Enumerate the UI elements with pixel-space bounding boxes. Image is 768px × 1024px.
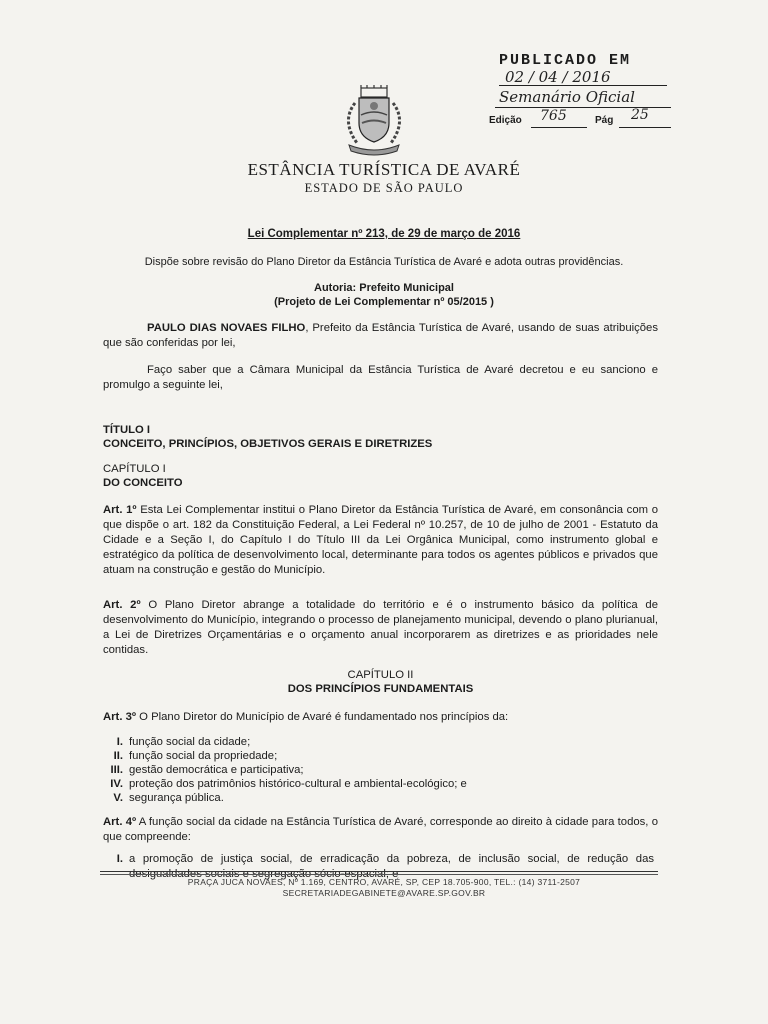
art3-text: O Plano Diretor do Município de Avaré é fundamentado nos princípios da: xyxy=(136,711,509,723)
state-name: ESTADO DE SÃO PAULO xyxy=(304,181,464,195)
mayor-text: , Prefeito da Estância Turística de Avaré, usando de suas atribuições que são conferidas por lei, xyxy=(103,322,658,349)
municipal-crest-icon xyxy=(335,85,413,157)
article-1 xyxy=(103,503,658,578)
footer-divider-thin xyxy=(100,874,658,875)
article-2 xyxy=(103,598,658,658)
stamp-date-line xyxy=(499,85,667,86)
capitulo1-label: CAPÍTULO I xyxy=(103,463,166,475)
article-4 xyxy=(103,815,658,845)
list-item: V. segurança pública. xyxy=(113,792,224,804)
article-3 xyxy=(103,710,658,725)
art2-text: O Plano Diretor abrange a totalidade do território e é o instrumento básico da política de desenvolvimento do Município, integrando o processo de planejamento municipal, devendo o plano plurianual, a Lei de Diretrizes Orçamentárias e o orçamento anual incorporarem as diretrizes e as prioridades nele contidas. xyxy=(103,599,658,656)
capitulo2-name: DOS PRINCÍPIOS FUNDAMENTAIS xyxy=(287,683,474,695)
stamp-edition-label: Edição xyxy=(489,115,522,126)
footer-email: SECRETARIADEGABINETE@AVARE.SP.GOV.BR xyxy=(282,888,486,898)
art1-text: Esta Lei Complementar institui o Plano Diretor da Estância Turística de Avaré, em consonância com o que dispõe o art. 182 da Constituição Federal, a Lei Federal nº 10.257, de 10 de julho de 2001 - Estatuto da Cidade e a Seção I, do Capítulo I do Título III da Lei Orgânica Municipal, como instrumento global e estratégico da política de desenvolvimento local, determinante para todos os agentes públicos e privados que atuam na construção e gestão do Município. xyxy=(103,504,658,576)
list-item: I. função social da cidade; xyxy=(116,736,251,748)
list-item: IV. proteção dos patrimônios histórico-cultural e ambiental-ecológico; e xyxy=(110,778,467,790)
titulo-label: TÍTULO I xyxy=(103,424,151,436)
list-item: II. função social da propriedade; xyxy=(113,750,278,762)
list-item: III. gestão democrática e participativa; xyxy=(110,764,304,776)
footer-divider xyxy=(100,871,658,872)
art4-text: A função social da cidade na Estância Turística de Avaré, corresponde ao direito à cidade para todos, o que compreende: xyxy=(103,816,658,843)
law-authorship xyxy=(0,281,768,309)
stamp-edition-value: 765 xyxy=(540,108,567,124)
preamble-decree: Faço saber que a Câmara Municipal da Estância Turística de Avaré decretou e eu sanciono e promulgo a seguinte lei, xyxy=(103,364,658,391)
stamp-page-label: Pág xyxy=(595,115,614,126)
titulo-name: CONCEITO, PRINCÍPIOS, OBJETIVOS GERAIS E DIRETRIZES xyxy=(103,438,433,450)
project-line: (Projeto de Lei Complementar nº 05/2015 ) xyxy=(274,296,494,308)
law-ementa: Dispõe sobre revisão do Plano Diretor da Estância Turística de Avaré e adota outras providências. xyxy=(144,256,624,268)
capitulo1-heading xyxy=(103,462,658,490)
art2-label: Art. 2º xyxy=(103,599,141,611)
list-item: I. a promoção de justiça social, de erradicação da pobreza, de inclusão social, de redução das desigualdades sociais e segregação sócio-espacial; e xyxy=(116,853,654,880)
stamp-paper: Semanário Oficial xyxy=(499,88,635,106)
municipality-name: ESTÂNCIA TURÍSTICA DE AVARÉ xyxy=(247,160,521,179)
stamp-title: PUBLICADO EM xyxy=(499,52,632,69)
art3-label: Art. 3º xyxy=(103,711,137,723)
authorship-line: Autoria: Prefeito Municipal xyxy=(314,282,454,294)
titulo-heading xyxy=(103,423,658,451)
footer xyxy=(0,877,768,899)
article-3-items xyxy=(103,735,663,805)
art1-label: Art. 1º xyxy=(103,504,137,516)
footer-address: PRAÇA JUCA NOVAES, Nº 1.169, CENTRO, AVARÉ, SP, CEP 18.705-900, TEL.: (14) 3711-2507 xyxy=(187,877,581,887)
stamp-page-value: 25 xyxy=(631,107,649,123)
art4-label: Art. 4º xyxy=(103,816,137,828)
capitulo1-name: DO CONCEITO xyxy=(103,477,183,489)
law-title: Lei Complementar nº 213, de 29 de março de 2016 xyxy=(247,228,521,240)
stamp-edition-line xyxy=(531,127,587,128)
capitulo2-label: CAPÍTULO II xyxy=(347,669,414,681)
capitulo2-heading xyxy=(103,668,658,696)
stamp-page-line xyxy=(619,127,671,128)
stamp-date: 02 / 04 / 2016 xyxy=(505,68,611,86)
mayor-name: PAULO DIAS NOVAES FILHO xyxy=(147,322,306,334)
preamble-mayor xyxy=(103,321,658,351)
